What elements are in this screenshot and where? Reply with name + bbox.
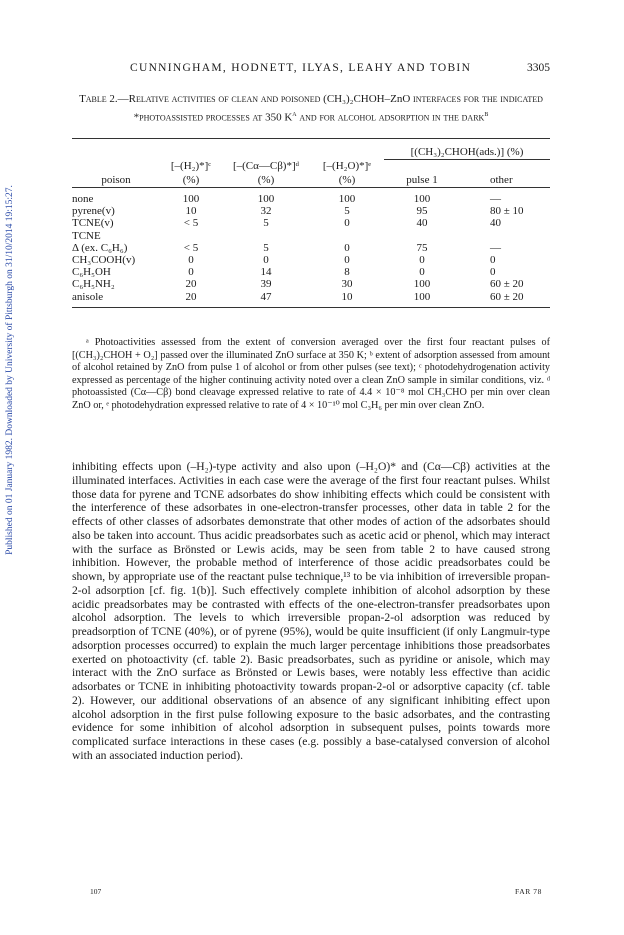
table-cell: 0 xyxy=(490,254,496,267)
table-cell: 5 xyxy=(263,241,269,254)
table-cell: C₆H₅NH₂ xyxy=(72,278,115,291)
table-cell: 40 xyxy=(416,217,428,230)
table-caption xyxy=(72,92,550,125)
table-cell xyxy=(460,230,550,242)
table-cell: 14 xyxy=(260,266,272,279)
group-header: [(CH₃)₂CHOH(ads.)] (%) xyxy=(384,139,550,160)
table-cell: 80 ± 10 xyxy=(490,205,524,218)
caption-temp: 350 K xyxy=(265,111,293,124)
activity-table xyxy=(72,138,550,308)
table-row xyxy=(72,291,550,303)
table-cell: none xyxy=(72,193,94,205)
table-cell: 32 xyxy=(260,205,272,218)
table-row xyxy=(72,193,550,205)
table-row xyxy=(72,242,550,254)
table-cell: TCNE xyxy=(72,229,101,242)
table-cell: 100 xyxy=(413,290,431,303)
table-cell: 100 xyxy=(182,193,200,205)
table-row xyxy=(72,230,550,242)
table-cell: 10 xyxy=(341,290,353,303)
table-cell: 30 xyxy=(341,278,353,291)
unit-h2o: (%) xyxy=(310,173,384,188)
caption-middle: interfaces for the indicated *photoassisted processes at xyxy=(133,93,543,124)
caption-temp-sup: a xyxy=(292,108,297,118)
table-cell: 0 xyxy=(419,266,425,279)
caption-lead: Table 2.—Relative activities of clean and poisoned xyxy=(79,93,324,105)
table-cell: TCNE(v) xyxy=(72,217,114,230)
table-header-row xyxy=(72,159,550,173)
table-cell: 5 xyxy=(263,217,269,230)
body-paragraph: inhibiting effects upon (–H₂)-type activity and also upon (–H₂O)* and (Cα—Cβ) activities at the illuminated interfaces. Activities in each case were the average of the first four reactant pulses. Whilst those data for pyrene and TCNE adsorbates do show inhibiting effects which could be consistent with the interference of these adsorbates in one-electron-transfer processes, other data in table 2 for the effects of other classes of adsorbates demonstrate that other modes of action of the adsorbates should also be taken into account. Thus acidic preadsorbates such as acetic acid or phenol, which may interact with the surface as Brönsted or Lewis acids, may be seen from table 2 to have caused strong inhibition. However, the probable method of interference of those acidic preadsorbates could be shown, by appropriate use of the reactant pulse technique,¹³ to be via inhibition of irreversible propan-2-ol adsorption [cf. fig. 1(b)]. Such effectively complete inhibition of alcohol adsorption by these acidic preadsorbates may be contrasted with effects of the one-electron-transfer preadsorbates upon alcohol adsorption. The levels to which irreversible propan-2-ol adsorption was reduced by preadsorption of TCNE (40%), or of pyrene (95%), would be quite insufficient (if only Langmuir-type adsorption processes occurred) to explain the much larger percentage inhibitions those preadsorbates exerted on photoactivity (cf. table 2). Basic preadsorbates, such as pyridine or anisole, which may interact with the ZnO surface as Brönsted or Lewis bases, were notably less effective than acidic adsorbates or TCNE in inhibiting photoactivity towards propan-2-ol or adsorptive capacity (cf. table 2). However, our additional observations of an absence of any significant inhibiting effect upon alcohol adsorption in the first pulse following exposure to the basic adsorbates, and the contrasting evidence for some inhibition of alcohol adsorption in subsequent pulses, points towards more complicated surface interactions in these cases (e.g. possibly a base-catalysed conversion of alcohol with an associated induction period). xyxy=(72,460,550,762)
table-cell: — xyxy=(490,241,501,254)
table-cell xyxy=(160,230,222,242)
table-cell: C₆H₅OH xyxy=(72,266,111,279)
col-header-h2: [–(H₂)*]ᶜ xyxy=(170,160,212,172)
table-cell: 20 xyxy=(185,290,197,303)
table-cell: anisole xyxy=(72,290,104,303)
table-cell: 8 xyxy=(344,266,350,279)
table-cell: 0 xyxy=(344,241,350,254)
table-row xyxy=(72,217,550,229)
table-row xyxy=(72,266,550,278)
table-row xyxy=(72,254,550,266)
table-cell: 0 xyxy=(263,254,269,267)
table-cell: 0 xyxy=(490,266,496,279)
table-cell: 100 xyxy=(413,193,431,205)
col-header-other: other xyxy=(460,173,550,188)
table-body xyxy=(72,193,550,303)
unit-h2: (%) xyxy=(160,173,222,188)
table-cell: 0 xyxy=(188,254,194,267)
download-watermark-text: Published on 01 January 1982. Downloaded by University of Pittsburgh on 31/10/2014 19:15:27. xyxy=(5,185,15,555)
table-footnotes: ᵃ Photoactivities assessed from the extent of conversion averaged over the first four reactant pulses of [(CH₃)₂CHOH + O₂] passed over the illuminated ZnO surface at 350 K; ᵇ extent of adsorption assessed from amount of alcohol retained by ZnO from pulse 1 of alcohol or from other pulses (see text); ᶜ photodehydrogenation activity expressed as percentage of the higher continuing activity noted over a clean ZnO sample in similar conditions, viz. ᵈ photoassisted (Cα—Cβ) bond cleavage expressed relative to rate of 4.4 × 10⁻⁸ mol CH₃CHO per min over clean ZnO or, ᵉ photodehydration expressed relative to rate of 4 × 10⁻¹⁰ mol C₃H₆ per min over clean ZnO. xyxy=(72,337,550,411)
table-cell: 100 xyxy=(413,278,431,291)
table-group-header-row xyxy=(72,139,550,160)
table-cell: 100 xyxy=(257,193,275,205)
table-cell xyxy=(222,230,310,242)
caption-formula: (CH₃)₂CHOH–ZnO xyxy=(323,93,411,105)
table-cell: 0 xyxy=(188,266,194,279)
table-cell: 75 xyxy=(416,241,428,254)
table-cell: 95 xyxy=(416,205,428,218)
table-cell: 100 xyxy=(338,193,356,205)
table-cell: Δ (ex. C₆H₆) xyxy=(72,241,128,254)
col-header-poison: poison xyxy=(72,173,160,188)
caption-tail-sup: b xyxy=(484,108,489,118)
page-footer xyxy=(90,887,542,896)
unit-cc: (%) xyxy=(222,173,310,188)
table-row xyxy=(72,205,550,217)
table-cell: < 5 xyxy=(183,217,199,230)
table-cell: < 5 xyxy=(183,241,199,254)
table-cell: — xyxy=(490,193,501,205)
table-row xyxy=(72,278,550,290)
running-title: CUNNINGHAM, HODNETT, ILYAS, LEAHY AND TOBIN xyxy=(130,62,472,74)
table-cell: 39 xyxy=(260,278,272,291)
table-cell: 0 xyxy=(344,217,350,230)
footer-left: 107 xyxy=(90,887,102,896)
col-header-h2o: [–(H₂O)*]ᵉ xyxy=(322,160,372,172)
table-cell: 40 xyxy=(490,217,501,230)
table-cell: 20 xyxy=(185,278,197,291)
table-cell: 47 xyxy=(260,290,272,303)
page-number: 3305 xyxy=(527,62,550,74)
table-cell: 5 xyxy=(344,205,350,218)
table-cell: 60 ± 20 xyxy=(490,290,524,303)
col-header-pulse1: pulse 1 xyxy=(384,173,460,188)
table-cell: 10 xyxy=(185,205,197,218)
table-cell: CH₃COOH(v) xyxy=(72,254,136,267)
table-cell: 0 xyxy=(344,254,350,267)
table-cell: pyrene(v) xyxy=(72,205,115,218)
table-unit-row xyxy=(72,173,550,188)
table-cell: 60 ± 20 xyxy=(490,278,524,291)
table-cell xyxy=(384,230,460,242)
table-cell: 0 xyxy=(419,254,425,267)
table-cell xyxy=(310,230,384,242)
col-header-cc: [–(Cα—Cβ)*]ᵈ xyxy=(232,160,300,172)
caption-tail: and for alcohol adsorption in the dark xyxy=(296,111,485,124)
download-watermark xyxy=(3,150,17,590)
footer-right: FAR 78 xyxy=(514,887,542,896)
